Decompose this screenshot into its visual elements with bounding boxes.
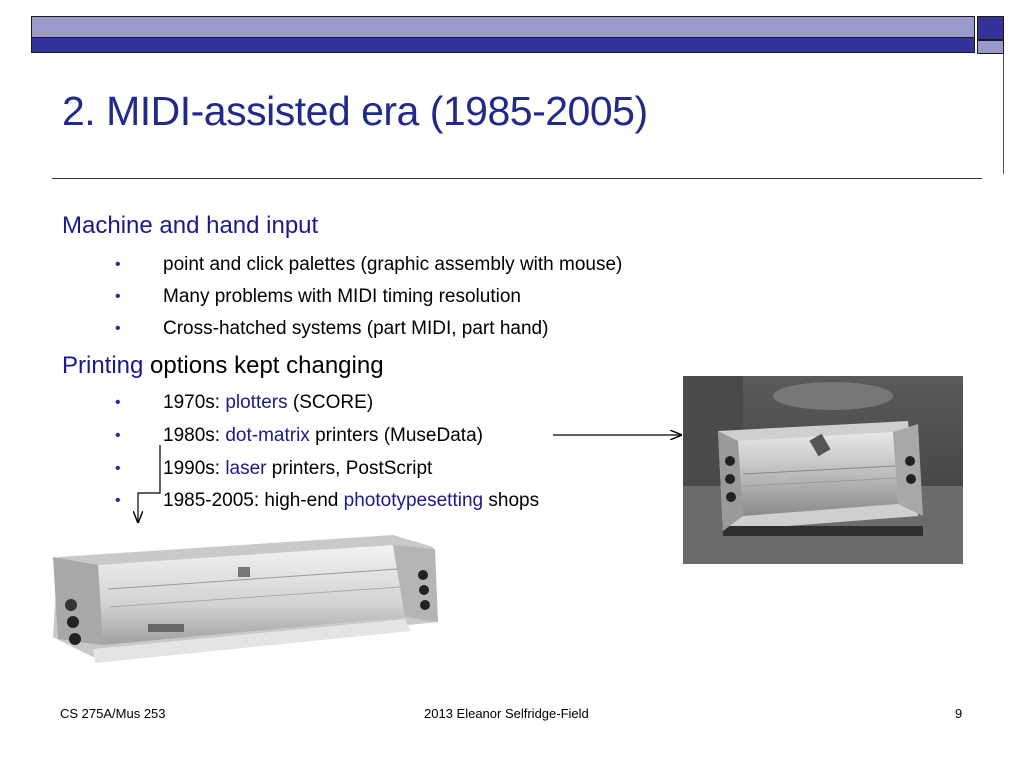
bullet-icon: •: [115, 460, 121, 477]
bullet-text-post: (SCORE): [287, 392, 374, 413]
bullet-text-accent: phototypesetting: [343, 490, 484, 511]
bullet-text-accent: dot-matrix: [225, 425, 310, 446]
bullet-text-post: printers, PostScript: [266, 458, 433, 479]
bullet-text: point and click palettes (graphic assembly with mouse): [163, 254, 623, 275]
bullet-icon: •: [115, 492, 121, 509]
heading-accent: Printing: [62, 352, 144, 379]
bullet-text-post: printers (MuseData): [309, 425, 483, 446]
bullet-text-accent: laser: [225, 458, 267, 479]
plotter-photo: [33, 527, 443, 672]
bullet-icon: •: [115, 288, 121, 305]
section-heading-input: Machine and hand input: [62, 212, 319, 239]
bullet-icon: •: [115, 256, 121, 273]
footer-course: CS 275A/Mus 253: [60, 706, 166, 721]
footer-copyright: 2013 Eleanor Selfridge-Field: [424, 706, 589, 721]
bullet-text-accent: plotters: [225, 392, 288, 413]
bullet-icon: •: [115, 320, 121, 337]
bullet-text-pre: 1980s:: [163, 425, 226, 446]
bullet-text-pre: 1970s:: [163, 392, 226, 413]
bullet-icon: •: [115, 427, 121, 444]
arrow-to-plotter-photo: [138, 445, 160, 522]
slide-title: 2. MIDI-assisted era (1985-2005): [62, 88, 648, 134]
bullet-text: Cross-hatched systems (part MIDI, part hand): [163, 318, 549, 339]
bullet-text-post: shops: [483, 490, 540, 511]
heading-rest: options kept changing: [143, 352, 384, 379]
bullet-text: Many problems with MIDI timing resolution: [163, 286, 521, 307]
bullet-text-pre: 1990s:: [163, 458, 226, 479]
footer-page-number: 9: [955, 706, 963, 721]
bullet-text-pre: 1985-2005: high-end: [163, 490, 344, 511]
dot-matrix-printer-photo: [683, 376, 963, 564]
bullet-icon: •: [115, 394, 121, 411]
